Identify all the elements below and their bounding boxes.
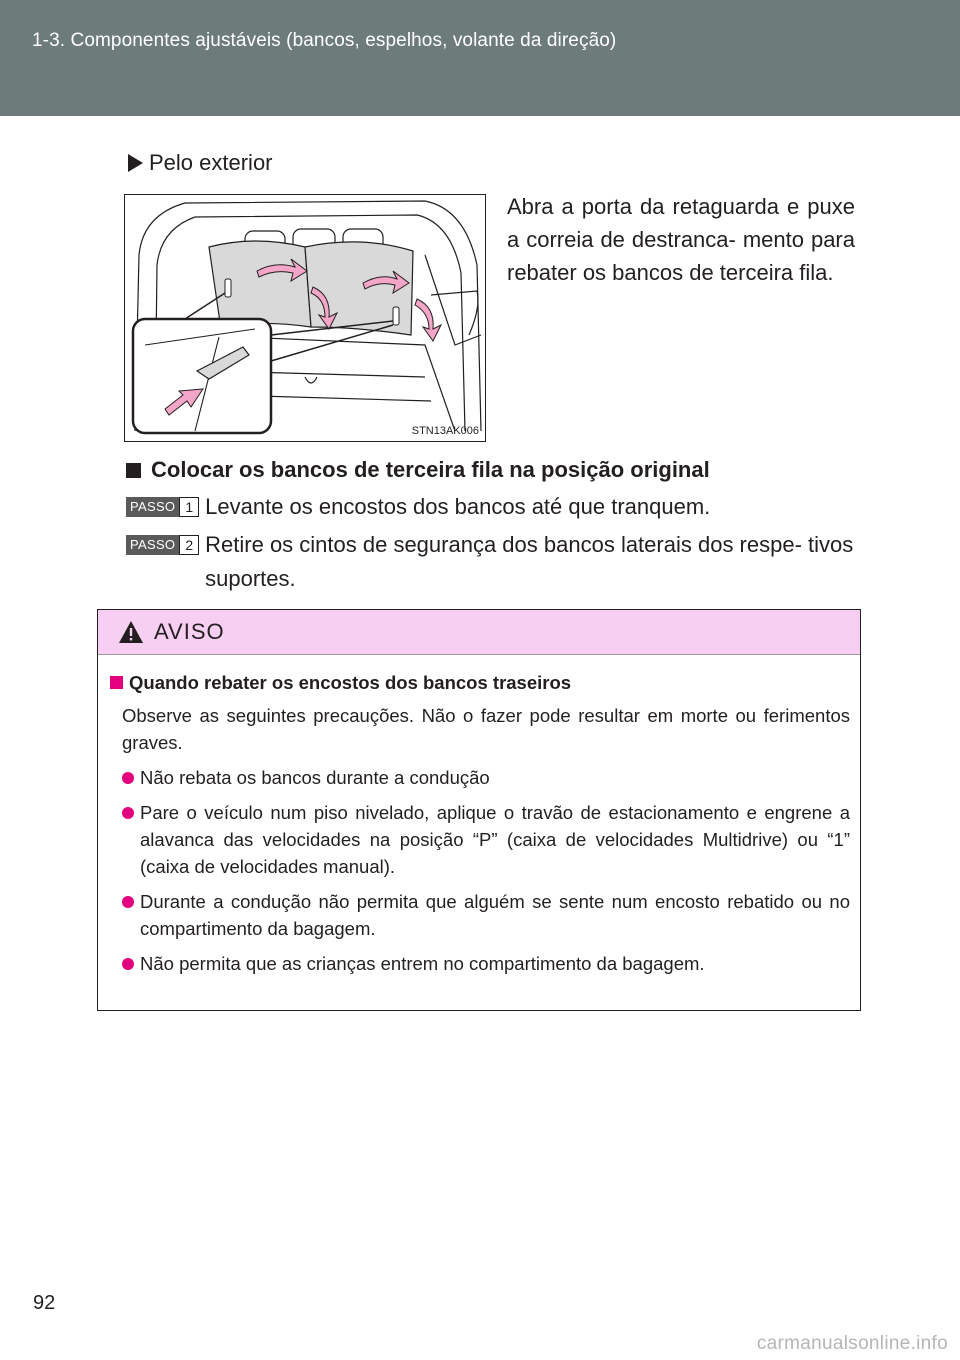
warning-bullet (122, 764, 850, 791)
step-1 (126, 490, 860, 524)
warning-bullet-text: Durante a condução não permita que alguém se sente num encosto rebatido ou no compartimento da bagagem. (140, 891, 850, 939)
instruction-text: Abra a porta da retaguarda e puxe a correia de destranca- mento para rebater os bancos de terceira fila. (507, 194, 855, 285)
step-text: Levante os encostos dos bancos até que tranquem. (205, 494, 711, 519)
step-badge (126, 497, 199, 517)
warning-paragraph: Observe as seguintes precauções. Não o fazer pode resultar em morte ou ferimentos graves. (122, 705, 850, 753)
step-2 (126, 528, 860, 596)
step-text: Retire os cintos de segurança dos bancos laterais dos respe- tivos suportes. (205, 532, 854, 591)
warning-box (97, 609, 861, 1011)
warning-bullet-text: Não rebata os bancos durante a condução (140, 767, 490, 788)
figure-code: STN13AK006 (411, 425, 479, 437)
step-badge-number: 1 (179, 497, 199, 517)
warning-title: AVISO (154, 619, 225, 644)
page-header (0, 0, 960, 116)
warning-bullet-text: Não permita que as crianças entrem no compartimento da bagagem. (140, 953, 705, 974)
bullet-dot-icon (122, 896, 134, 908)
section-title: Colocar os bancos de terceira fila na posição original (151, 457, 710, 482)
watermark-text: carmanualsonline.info (756, 1333, 948, 1354)
warning-heading-text: Quando rebater os encostos dos bancos traseiros (129, 672, 572, 693)
step-badge (126, 535, 199, 555)
seat-folding-illustration (125, 195, 485, 441)
triangle-bullet-icon (128, 154, 143, 172)
warning-bullet-text: Pare o veículo num piso nivelado, aplique o travão de estacionamento e engrene a alavanca das velocidades na posição “P” (caixa de velocidades Multidrive) ou “1” (caixa de velocidades manual). (140, 802, 850, 877)
bullet-dot-icon (122, 807, 134, 819)
warning-header (98, 610, 860, 655)
square-bullet-icon (126, 463, 141, 478)
warning-heading (110, 669, 850, 696)
bullet-dot-icon (122, 772, 134, 784)
page-number: 92 (33, 1292, 56, 1314)
step-badge-label: PASSO (126, 535, 179, 555)
warning-bullet (122, 950, 850, 977)
warning-bullet (122, 799, 850, 880)
subheading (128, 150, 273, 176)
header-title: 1-3. Componentes ajustáveis (bancos, espelhos, volante da direção) (32, 30, 617, 51)
section-heading (126, 457, 710, 483)
warning-bullet (122, 888, 850, 942)
magenta-square-icon (110, 676, 123, 689)
subheading-text: Pelo exterior (149, 150, 273, 175)
warning-body (98, 655, 860, 977)
step-badge-label: PASSO (126, 497, 179, 517)
illustration-figure (124, 194, 486, 442)
bullet-dot-icon (122, 958, 134, 970)
step-badge-number: 2 (179, 535, 199, 555)
warning-triangle-icon (118, 620, 144, 644)
